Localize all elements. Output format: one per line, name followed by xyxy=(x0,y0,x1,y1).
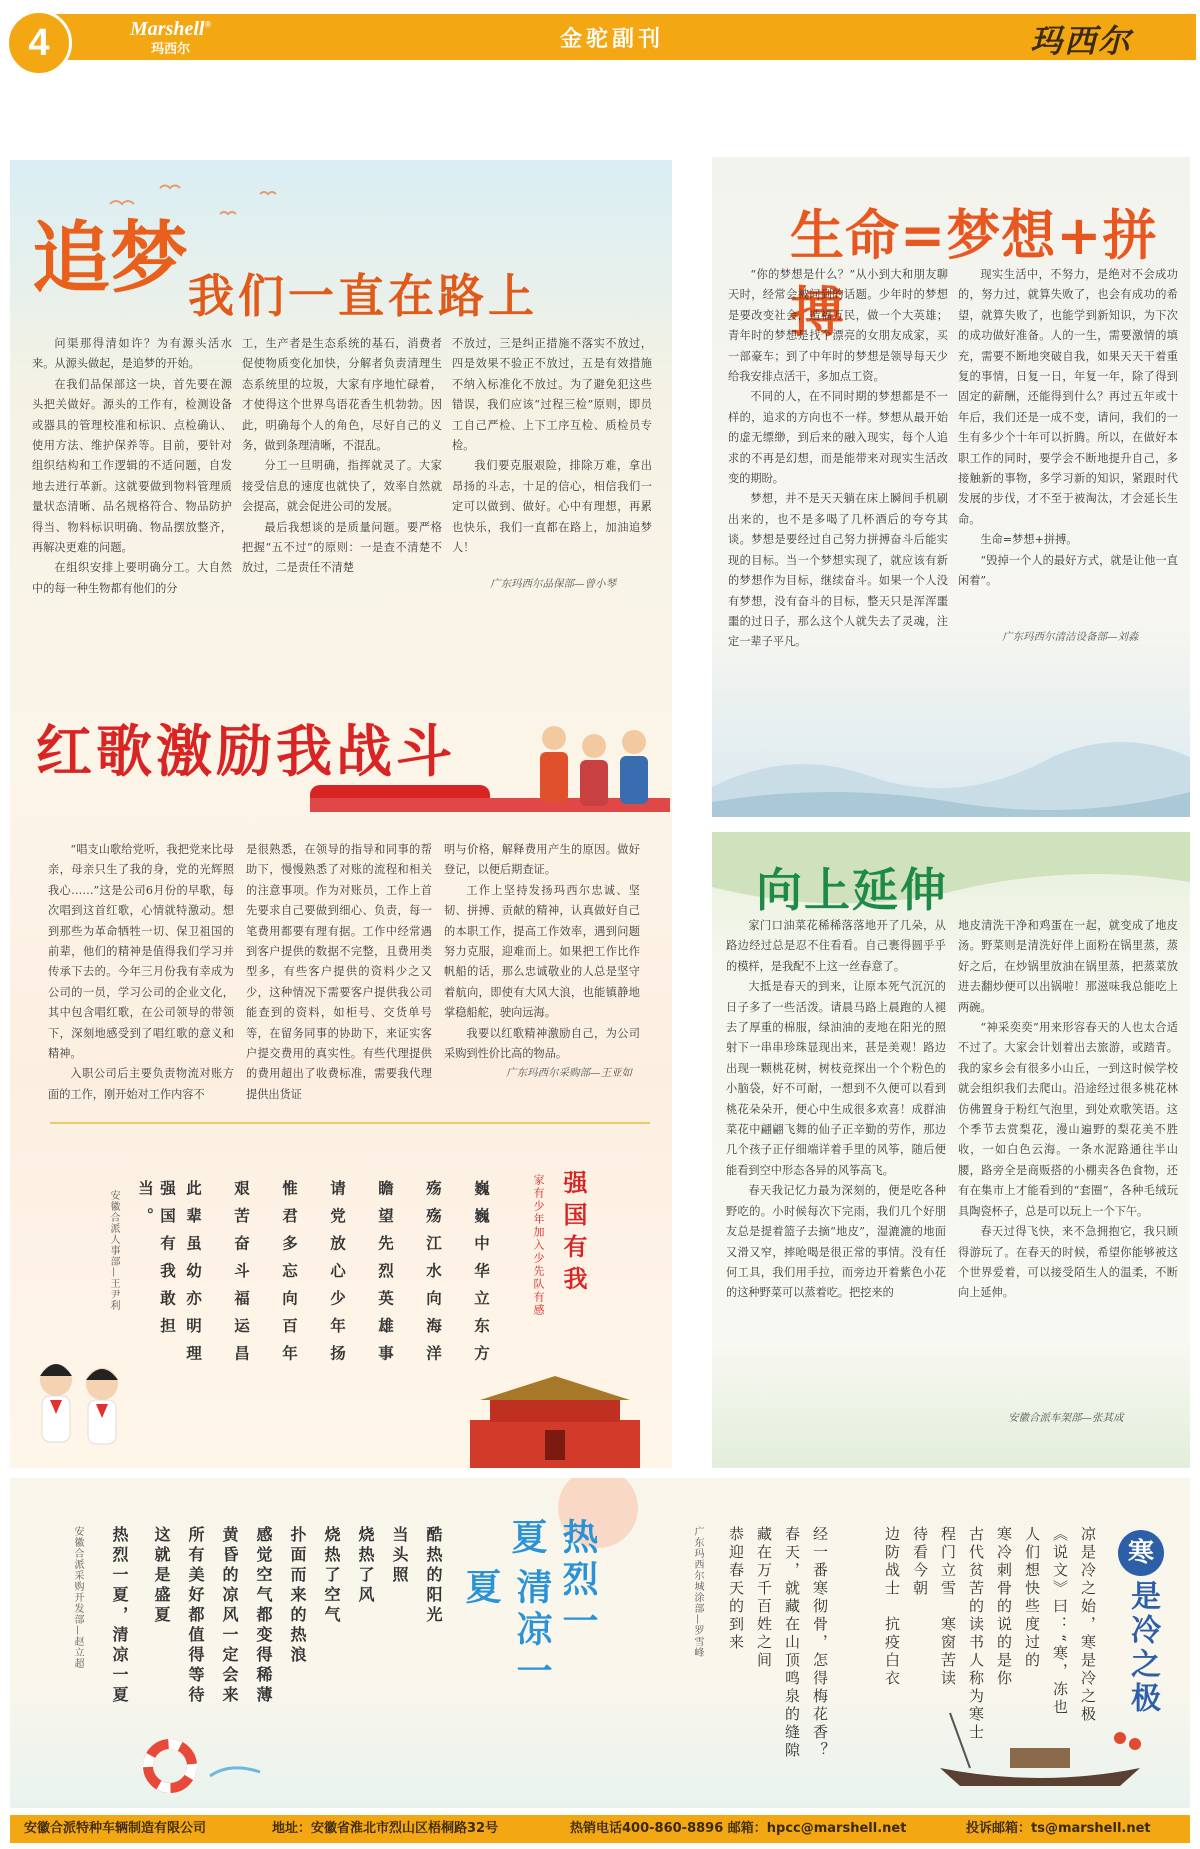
zhuimeng-title-rest: 我们一直在路上 xyxy=(188,269,538,323)
paragraph: “你的梦想是什么？”从小到大和朋友聊天时，经常会被问到的话题。少年时的梦想是要改变社会，造福万民，做一个大英雄；青年时的梦想是找个漂亮的女朋友成家，买一部豪车；到了中年时的梦想是领导每天少给我安排点活干，多加点工资。 xyxy=(728,268,948,384)
han-author: 广东玛西尔城涂部—罗雪峰 xyxy=(692,1526,703,1658)
hongge-col-3 xyxy=(444,840,640,1064)
pioneer-kids-icon xyxy=(26,1350,136,1460)
landscape-icon xyxy=(712,717,1190,817)
paragraph: 工，生产者是生态系统的基石，消费者促使物质变化加快，分解者负责清理生态系统里的垃圾，大家有序地忙碌着，才使得这个世界鸟语花香生机勃勃。因此，明确每个人的角色，尽好自己的义务，做到条理清晰，不混乱。 xyxy=(242,337,442,453)
footer-hotline: 热销电话400-860-8896 邮箱：hpcc@marshell.net xyxy=(570,1821,907,1836)
zhuimeng-col-1 xyxy=(32,334,232,599)
footer-complaint: 投诉邮箱：ts@marshell.net xyxy=(966,1821,1151,1836)
footer-company: 安徽合派特种车辆制造有限公司 xyxy=(24,1821,207,1836)
paragraph: 生命=梦想+拼搏。 xyxy=(980,533,1078,547)
han-line: 经一番寒彻骨，怎得梅花香？ xyxy=(811,1526,829,1760)
paragraph: 家门口油菜花稀稀落落地开了几朵，从路边经过总是忍不住看看。自己裹得圆乎乎的模样，是我配不上这一丝春意了。 xyxy=(726,919,946,973)
han-line: 寒冷刺骨的说的是你 xyxy=(995,1526,1013,1688)
han-line: 春天，就藏在山顶鸣泉的缝隙 xyxy=(783,1526,801,1760)
hongge-signature: 广东玛西尔采购部—王亚如 xyxy=(506,1067,632,1079)
page-header xyxy=(0,10,1200,72)
paragraph: “神采奕奕”用来形容春天的人也太合适不过了。大家会计划着出去旅游，或踏青。我的家乡会有很多小山丘，一到这时候学校就会组织我们去爬山。沿途经过很多桃花林仿佛置身于粉红气泡里，到处欢歌笑语。这个季节去赏梨花，漫山遍野的梨花美不胜收，一如白色云海。一条水泥路通往半山腰，路旁全是商贩搭的小棚卖各色食物，还有在集市上才能看到的“套圈”，各种毛绒玩具陶瓷杯子，总是可以玩上一个下午。 xyxy=(958,1021,1178,1218)
relie-line: 所有美好都值得等待 xyxy=(186,1526,205,1706)
bottom-panel xyxy=(10,1478,1190,1808)
shengming-col-2 xyxy=(958,265,1178,592)
zhuimeng-title-big: 追梦 xyxy=(32,213,189,304)
fishing-boat-icon xyxy=(930,1708,1150,1798)
paragraph: 不放过，三是纠正措施不落实不放过，四是效果不验正不放过，五是有效措施不纳入标准化不放过。为了避免犯这些错误，我们应该“过程三检”原则，即员工自己严检、上下工序互检、质检员专检。 xyxy=(452,337,652,453)
relie-line: 黄昏的凉风一定会来 xyxy=(220,1526,239,1706)
poem-line: 艰苦奋斗福运昌 xyxy=(232,1180,251,1373)
relie-line: 热烈一夏，清凉一夏 xyxy=(110,1526,129,1706)
relie-line: 当头照 xyxy=(390,1526,409,1586)
paragraph: 在组织安排上要明确分工。大自然中的每一种生物都有他们的分 xyxy=(32,561,232,595)
han-line: 古代贫苦的读书人称为寒士 xyxy=(967,1526,985,1742)
zhuimeng-signature: 广东玛西尔品保部—曾小琴 xyxy=(490,578,616,590)
xiangshang-col-2 xyxy=(958,916,1178,1304)
paragraph: 入职公司后主要负责物流对账方面的工作，刚开始对工作内容不 xyxy=(48,1067,234,1101)
section-title: 金驼副刊 xyxy=(560,27,665,52)
paragraph: 地皮清洗干净和鸡蛋在一起，就变成了地皮汤。野菜则是清洗好伴上面粉在锅里蒸，蒸好之后，在炒锅里放油在锅里蒸，把蒸菜放进去翻炒便可以出锅啦！那滋味我总能吃上两碗。 xyxy=(958,919,1178,1014)
relie-title-b: 清凉一夏 xyxy=(460,1568,553,1694)
page-number: 4 xyxy=(6,10,72,76)
hongge-col-1 xyxy=(48,840,234,1105)
paragraph: 不同的人，在不同时期的梦想都是不一样的，追求的方向也不一样。梦想从最开始的虚无缥缈，到后来的融入现实，每个人追求的不再是幻想，而是能带来对现实生活改变的期盼。 xyxy=(728,390,948,486)
paragraph: 工作上坚持发扬玛西尔忠诚、坚韧、拼搏、贡献的精神，认真做好自己的本职工作，提高工作效率，遇到问题努力克服，迎难而上。如果把工作比作帆船的话，那么忠诚敬业的人总是坚守着航向，即使有大风大浪，也能镇静地掌稳船舵，驶向远海。 xyxy=(444,883,640,1020)
logo-en: Marshell xyxy=(130,18,205,40)
poem-line: 瞻望先烈英雄事 xyxy=(376,1180,395,1373)
han-line: 程门立雪 寒窗苦读 xyxy=(939,1526,957,1688)
poem-line: 请党放心少年扬 xyxy=(328,1180,347,1373)
xiangshang-title: 向上延伸 xyxy=(756,863,948,917)
poem-line: 强国有我敢担当。 xyxy=(136,1180,177,1345)
relie-title-a: 热烈一夏 xyxy=(506,1518,599,1644)
marshell-logo xyxy=(130,18,211,56)
divider xyxy=(50,1122,650,1124)
relie-author: 安徽合派采购开发部—赵立超 xyxy=(72,1526,83,1669)
han-line: 凉是冷之始，寒是冷之极 xyxy=(1079,1526,1097,1724)
xiangshang-signature: 安徽合派车架部—张其成 xyxy=(1008,1412,1124,1424)
poem-line: 巍巍中华立东方 xyxy=(472,1180,491,1373)
paragraph: 我们要克服艰险，排除万难，拿出昂扬的斗志，十足的信心，相信我们一定可以做到、做好。心中有理想，再累也快乐，我们一直都在路上，加油追梦人！ xyxy=(452,459,652,555)
paragraph: 大抵是春天的到来，让原本死气沉沉的日子多了一些活泼。请晨马路上晨跑的人褪去了厚重的棉服，绿油油的麦地在阳光的照射下一串串珍珠显现出来，甚是美观！路边出现一颗桃花树，树枝竞探出一个个粉色的小脑袋，好不可耐，一想到不久便可以看到桃花朵朵开，便心中生成很多欢喜！成群油菜花中翩翩飞舞的仙子正辛勤的劳作，那边几个孩子正仔细端详着手里的风筝，随后便能看到空中形态各异的风筝高飞。 xyxy=(726,980,946,1177)
workers-illustration-icon xyxy=(530,720,660,820)
relie-line: 扑面而来的热浪 xyxy=(288,1526,307,1666)
right-bottom-panel xyxy=(712,832,1190,1468)
paragraph: “唱支山歌给党听，我把党来比母亲，母亲只生了我的身，党的光辉照我心……”这是公司6月份的早歌，每次唱到这首红歌，心情就特激动。想到那些为革命牺牲一切、保卫祖国的前辈，他们的精神是值得我们学习并传承下去的。今年三月份我有幸成为公司的一员，学习公司的企业文化，其中包含唱红歌，在公司领导的带领下，深刻地感受到了唱红歌的意义和精神。 xyxy=(48,843,234,1061)
paragraph: 我要以红歌精神激励自己，为公司采购到性价比高的物品。 xyxy=(444,1026,640,1061)
poem-line: 惟君多忘向百年 xyxy=(280,1180,299,1373)
left-panel xyxy=(10,160,672,1468)
han-title: 是冷之极 xyxy=(1125,1580,1160,1716)
tiananmen-icon xyxy=(440,1370,670,1468)
hongge-title: 红歌激励我战斗 xyxy=(36,719,456,785)
logo-cn: 玛西尔 xyxy=(151,42,191,57)
shengming-col-1 xyxy=(728,265,948,653)
paragraph: 问渠那得清如许？为有源头活水来。从源头做起，是追梦的开始。 xyxy=(32,337,232,371)
paragraph: “毁掉一个人的最好方式，就是让他一直闲着”。 xyxy=(958,553,1178,588)
paragraph: 梦想，并不是天天躺在床上瞬间手机刷出来的，也不是多喝了几杯酒后的夸夸其谈。梦想是要经过自己努力拼搏奋斗后能实现的目标。当一个梦想实现了，就应该有新的梦想作为目标，继续奋斗。如果一个人没有梦想，没有奋斗的目标，整天只是浑浑噩噩的过日子，那么这个人就失去了灵魂，注定一辈子平凡。 xyxy=(728,492,948,649)
han-line: 人们想快些度过的 xyxy=(1023,1526,1041,1670)
poem-line: 此辈虽幼亦明理 xyxy=(184,1180,203,1373)
han-badge: 寒 xyxy=(1118,1530,1164,1576)
page-footer xyxy=(10,1815,1190,1843)
poem-subtitle: 家有少年加入少先队有感 xyxy=(532,1174,545,1317)
han-line: 藏在万千百姓之间 xyxy=(755,1526,773,1670)
paragraph: 现实生活中，不努力，是绝对不会成功的，努力过，就算失败了，也会有成功的希望，就算失败了，也能学到新知识，为下次的成功做好准备。人的一生，需要激情的填充，需要不断地突破自我，如果天天干着重复的事情，日复一日，年复一年，除了得到固定的薪酬，还能得到什么？再过五年或十年后，我们还是一成不变，请问，我们的一生有多少个十年可以折腾。所以，在做好本职工作的同时，要学会不断地提升自己，多接触新的事物，多学习新的知识，紧跟时代发展的步伐，才不至于被淘汰，才会延长生命。 xyxy=(958,268,1178,526)
relie-line: 这就是盛夏 xyxy=(152,1526,171,1626)
han-line: 恭迎春天的到来 xyxy=(727,1526,745,1652)
xiangshang-col-1 xyxy=(726,916,946,1304)
paragraph: 春天过得飞快，来不急拥抱它，我只顾得游玩了。在春天的时候，希望你能够被这个世界爱着，可以接受陌生人的温柔，不断向上延伸。 xyxy=(958,1225,1178,1300)
footer-address: 地址：安徽省淮北市烈山区梧桐路32号 xyxy=(272,1821,499,1836)
swim-ring-icon xyxy=(130,1736,270,1796)
paragraph: 最后我想谈的是质量问题。要严格把握“五不过”的原则：一是查不清楚不放过，二是责任不清楚 xyxy=(242,520,442,575)
relie-line: 感觉空气都变得稀薄 xyxy=(254,1526,273,1706)
relie-line: 烧热了空气 xyxy=(322,1526,341,1626)
poem-author: 安徽合派人事部—王尹利 xyxy=(108,1190,119,1311)
logo-reg: ® xyxy=(204,19,212,30)
shengming-title: 生命=梦想+拼搏 xyxy=(790,204,1158,344)
relie-line: 烧热了风 xyxy=(356,1526,375,1606)
brand-script: 玛西尔 xyxy=(1030,22,1133,60)
poem-title: 强国有我 xyxy=(559,1170,588,1298)
zhuimeng-col-2 xyxy=(242,334,442,579)
poem-line: 殇殇江水向海洋 xyxy=(424,1180,443,1373)
han-line: 边防战士 抗疫白衣 xyxy=(883,1526,901,1688)
han-line: 《说文》曰：“寒，冻也 xyxy=(1051,1526,1069,1717)
right-top-panel xyxy=(712,157,1190,817)
hongge-col-2 xyxy=(246,840,432,1105)
paragraph: 分工一旦明确，指挥就灵了。大家接受信息的速度也就快了，效率自然就会提高，就会促进公司的发展。 xyxy=(242,459,442,514)
paragraph: 春天我记忆力最为深刻的，便是吃各种野吃的。小时候每次下完雨，我们几个好朋友总是提着篮子去摘“地皮”，湿漉漉的地面又滑又窄，摔呛喝是很正常的事情。没有任何工具，我们用手拉，而旁边开着紫色小花的这种野菜可以蒸着吃。把挖来的 xyxy=(726,1184,946,1300)
paragraph: 在我们品保部这一块，首先要在源头把关做好。源头的工作有，检测设备或器具的管理校准和标识、点检确认、使用方法、维护保养等。目前，要针对组织结构和工作逻辑的不适问题，自发地去进行革新。这就要做到物料管理质量状态清晰、品名规格符合、物品防护得当、物料标识明确、物品摆放整齐，再解决更难的问题。 xyxy=(32,377,232,555)
han-line: 待看今朝 xyxy=(911,1526,929,1598)
paragraph: 明与价格，解释费用产生的原因。做好登记，以便后期查证。 xyxy=(444,843,640,877)
shengming-signature: 广东玛西尔清洁设备部—刘淼 xyxy=(1002,631,1139,643)
paragraph: 是很熟悉，在领导的指导和同事的帮助下，慢慢熟悉了对账的流程和相关的注意事项。作为对账员，工作上首先要求自己要做到细心、负责，每一笔费用都要有理有据。工作中经常遇到客户提供的数据不完整，且费用类型多，有些客户提供的资料少之又少，这种情况下需要客户提供我公司能查到的资料，如柜号、交货单号等，在留务同事的协助下，来证实客户提交费用的真实性。有些代理提供的费用超出了收费标准，需要我代理提供出货证 xyxy=(246,843,432,1101)
zhuimeng-col-3 xyxy=(452,334,652,558)
relie-line: 酷热的阳光 xyxy=(424,1526,443,1626)
